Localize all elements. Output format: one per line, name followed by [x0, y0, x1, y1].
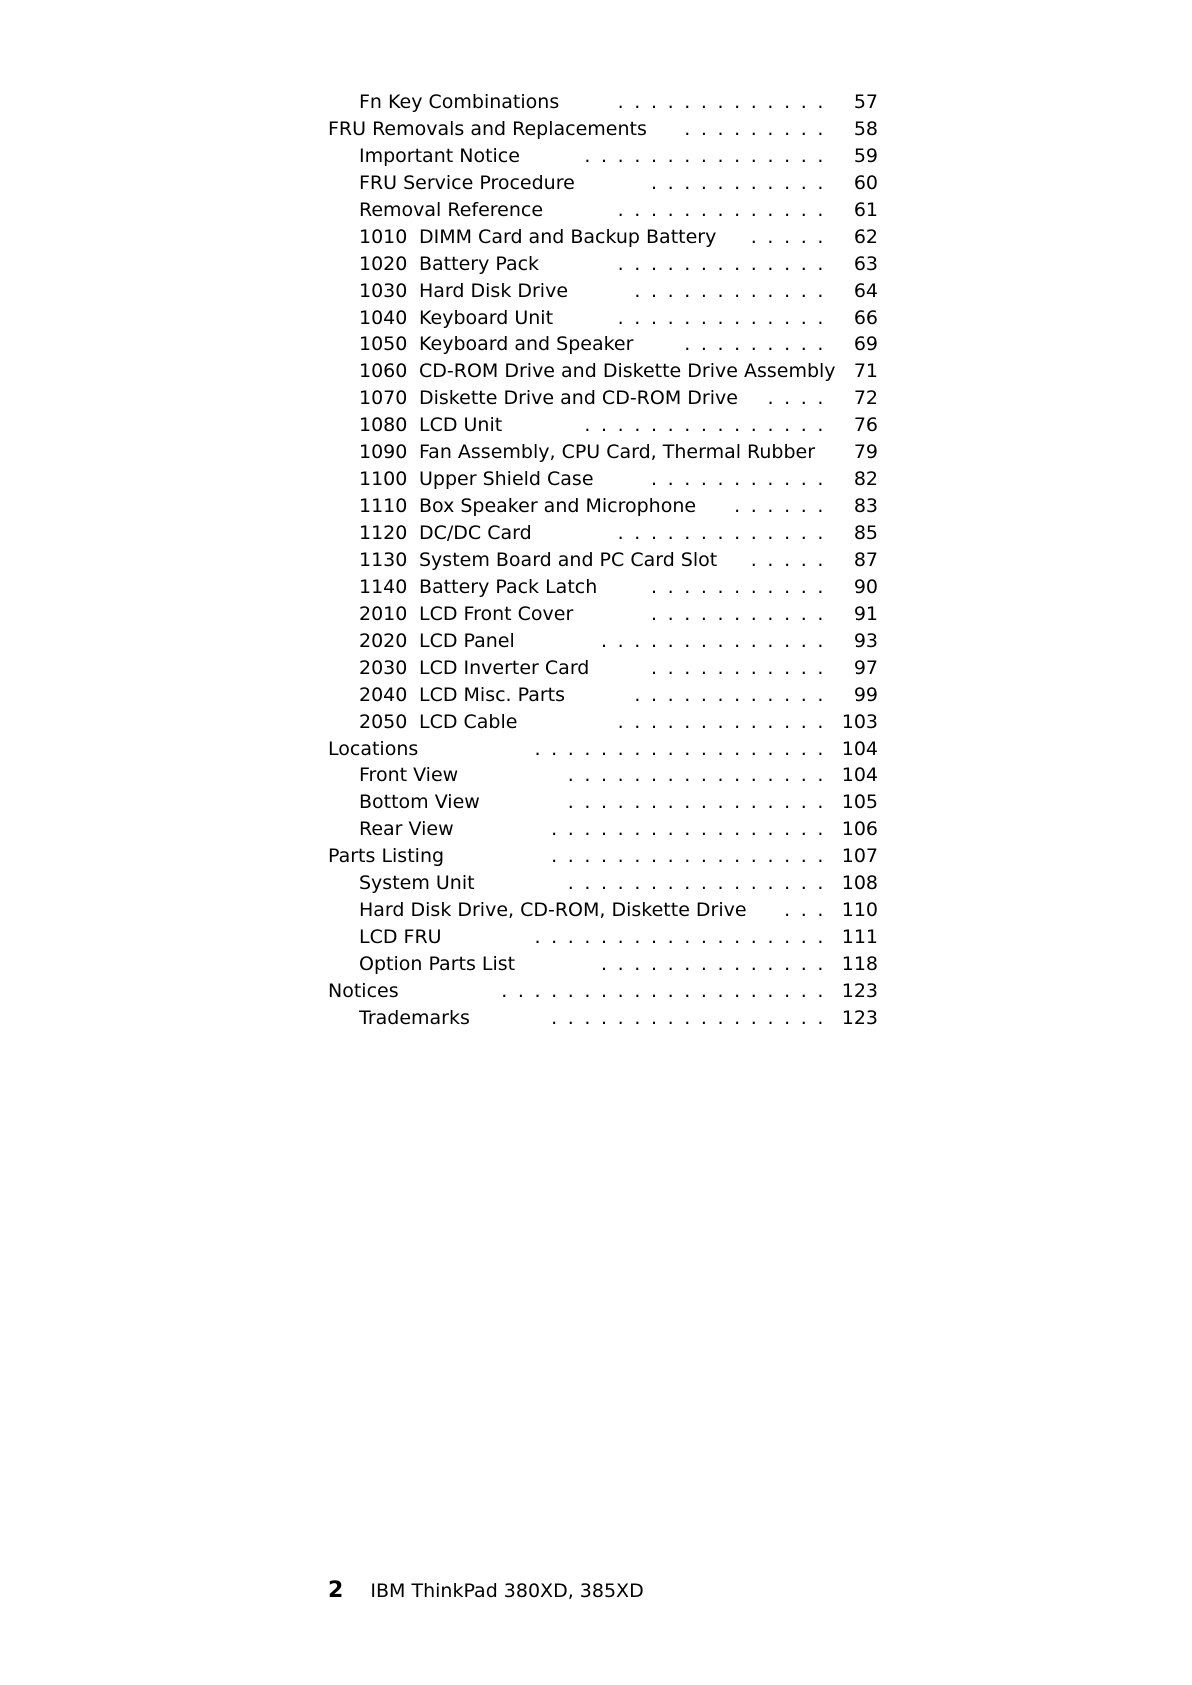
toc-entry-label: Hard Disk Drive, CD-ROM, Diskette Drive: [359, 899, 747, 922]
toc-entry[interactable]: [328, 762, 878, 789]
toc-entry[interactable]: [328, 278, 878, 305]
toc-entry[interactable]: [328, 385, 878, 412]
toc-entry-title: [359, 601, 573, 628]
dot-leader: ...: [784, 899, 834, 922]
dot-leader: ..................: [534, 926, 834, 949]
toc-entry-section-number: 2010: [359, 602, 408, 625]
toc-entry[interactable]: [328, 601, 878, 628]
toc-entry-label: Front View: [359, 764, 459, 787]
toc-entry[interactable]: [328, 116, 878, 143]
toc-entry[interactable]: [328, 89, 878, 116]
dot-leader: ............: [634, 683, 834, 706]
dot-leader: .........: [684, 333, 834, 356]
dot-leader: .............: [617, 198, 834, 221]
toc-entry-label: Diskette Drive and CD-ROM Drive: [419, 387, 738, 410]
toc-entry-title: [359, 305, 553, 332]
dot-leader: ................: [567, 791, 834, 814]
toc-entry-page-number: 108: [841, 872, 878, 895]
toc-entry-page-number: 87: [853, 548, 878, 571]
toc-entry-title: [359, 520, 532, 547]
toc-entry-label: Option Parts List: [359, 953, 516, 975]
toc-entry-page-number: 107: [841, 845, 878, 868]
dot-leader: ...........: [650, 656, 834, 679]
toc-entry[interactable]: [328, 628, 878, 655]
toc-entry-title: [359, 574, 597, 601]
dot-leader: ...........: [650, 171, 834, 194]
toc-entry-title: [359, 170, 575, 197]
toc-entry-label: Fn Key Combinations: [359, 91, 560, 113]
toc-entry[interactable]: [328, 897, 878, 924]
dot-leader: .....: [750, 225, 834, 248]
dot-leader: ..............: [601, 953, 834, 975]
toc-entry-title: [359, 951, 515, 978]
toc-entry-section-number: 2020: [359, 629, 408, 652]
toc-entry-page-number: 103: [841, 710, 878, 733]
toc-entry-page-number: 69: [853, 333, 878, 356]
toc-entry-label: FRU Service Procedure: [359, 171, 575, 194]
toc-entry-title: [359, 628, 515, 655]
toc-entry-label: Rear View: [359, 818, 454, 841]
toc-entry-label: Keyboard and Speaker: [419, 333, 634, 356]
toc-entry-title: [359, 762, 458, 789]
toc-entry-title: [328, 736, 418, 763]
dot-leader: ...........: [650, 602, 834, 625]
toc-entry-label: Keyboard Unit: [419, 306, 554, 329]
dot-leader: .............: [617, 91, 834, 113]
toc-entry-title: [359, 709, 517, 736]
dot-leader: ..................: [534, 737, 834, 760]
toc-entry-page-number: 85: [853, 522, 878, 544]
toc-entry[interactable]: [328, 197, 878, 224]
toc-entry-section-number: 1040: [359, 306, 408, 329]
dot-leader: .............: [617, 522, 834, 544]
toc-entry-title: [359, 682, 565, 709]
toc-entry-label: Box Speaker and Microphone: [419, 495, 697, 518]
toc-entry[interactable]: [328, 709, 878, 736]
toc-entry-section-number: 1020: [359, 252, 408, 275]
toc-entry[interactable]: [328, 224, 878, 251]
toc-entry-title: [359, 1005, 470, 1032]
toc-entry[interactable]: [328, 574, 878, 601]
toc-entry-page-number: 104: [841, 737, 878, 760]
toc-entry-label: LCD Inverter Card: [419, 656, 590, 679]
toc-entry-page-number: 63: [853, 252, 878, 275]
dot-leader: .....: [750, 548, 834, 571]
toc-entry-label: FRU Removals and Replacements: [328, 117, 647, 140]
toc-entry-title: [328, 843, 444, 870]
toc-entry-section-number: 1130: [359, 548, 408, 571]
dot-leader: ....................: [501, 979, 834, 1002]
page-footer: [328, 1576, 644, 1606]
dot-leader: .................: [551, 845, 834, 868]
toc-entry-page-number: 57: [853, 91, 878, 113]
toc-entry-title: [359, 385, 738, 412]
toc-entry-title: [359, 655, 589, 682]
toc-entry-page-number: 123: [841, 1006, 878, 1029]
toc-entry[interactable]: [328, 736, 878, 763]
toc-entry[interactable]: [328, 170, 878, 197]
toc-entry[interactable]: [328, 682, 878, 709]
toc-entry-title: [359, 251, 539, 278]
toc-entry-page-number: 64: [853, 279, 878, 302]
toc-entry-page-number: 123: [841, 979, 878, 1002]
toc-entry-title: [359, 331, 633, 358]
toc-entry-title: [359, 547, 717, 574]
toc-entry-section-number: 1100: [359, 468, 408, 491]
toc-entry-page-number: 99: [853, 683, 878, 706]
toc-entry-title: [359, 493, 696, 520]
toc-entry-page-number: 90: [853, 575, 878, 598]
toc-entry-title: [328, 978, 399, 1005]
toc-entry-label: Important Notice: [359, 144, 520, 167]
toc-entry[interactable]: [328, 547, 878, 574]
toc-entry[interactable]: [328, 843, 878, 870]
toc-entry-title: [359, 897, 747, 924]
toc-entry-page-number: 106: [841, 818, 878, 841]
toc-entry-label: LCD Unit: [419, 414, 503, 437]
toc-entry-label: LCD Misc. Parts: [419, 683, 566, 706]
dot-leader: ......: [734, 495, 834, 518]
toc-entry-page-number: 110: [841, 899, 878, 922]
toc-entry-title: [359, 143, 520, 170]
dot-leader: ...........: [650, 468, 834, 491]
toc-entry-label: Upper Shield Case: [419, 468, 594, 491]
toc-entry-page-number: 83: [853, 495, 878, 518]
page-number: 2: [328, 1578, 344, 1603]
toc-entry-label: LCD Panel: [419, 629, 515, 652]
toc-entry-label: LCD Front Cover: [419, 602, 574, 625]
toc-entry-label: Battery Pack Latch: [419, 575, 598, 598]
toc-entry-label: Removal Reference: [359, 198, 544, 221]
toc-entry-section-number: 1060: [359, 360, 408, 383]
toc-entry-section-number: 1070: [359, 387, 408, 410]
toc-entry-title: [359, 924, 442, 951]
toc-entry-page-number: 62: [853, 225, 878, 248]
toc-entry-section-number: 1010: [359, 225, 408, 248]
toc-entry-page-number: 59: [853, 144, 878, 167]
toc-entry-label: System Board and PC Card Slot: [419, 548, 718, 571]
toc-entry[interactable]: [328, 978, 878, 1005]
toc-entry-title: [359, 466, 594, 493]
dot-leader: .................: [551, 1006, 834, 1029]
toc-entry-page-number: 118: [841, 953, 878, 975]
toc-entry-section-number: 1050: [359, 333, 408, 356]
toc-entry-page-number: 93: [853, 629, 878, 652]
toc-entry-title: [328, 116, 647, 143]
toc-entry-page-number: 58: [853, 117, 878, 140]
toc-entry[interactable]: [328, 655, 878, 682]
toc-entry[interactable]: [328, 439, 878, 466]
toc-entry-label: Locations: [328, 737, 419, 760]
toc-entry[interactable]: [328, 520, 878, 547]
toc-entry-title: [359, 278, 568, 305]
toc-entry-section-number: 1080: [359, 414, 408, 437]
toc-entry-section-number: 1030: [359, 279, 408, 302]
toc-entry-page-number: 105: [841, 791, 878, 814]
dot-leader: .............: [617, 306, 834, 329]
toc-entry[interactable]: [328, 466, 878, 493]
toc-entry[interactable]: [328, 412, 878, 439]
toc-entry-title: [359, 816, 454, 843]
toc-entry[interactable]: [328, 789, 878, 816]
toc-entry-label: Battery Pack: [419, 252, 540, 275]
toc-entry-label: Bottom View: [359, 791, 480, 814]
toc-entry-section-number: 1110: [359, 495, 408, 518]
toc-entry-section-number: 2050: [359, 710, 408, 733]
toc-entry[interactable]: [328, 870, 878, 897]
dot-leader: ....: [767, 387, 834, 410]
toc-entry-title: [359, 89, 559, 116]
toc-entry-label: CD-ROM Drive and Diskette Drive Assembly: [419, 360, 836, 383]
dot-leader: ...............: [584, 414, 834, 437]
toc-entry[interactable]: [328, 1005, 878, 1032]
toc-entry-page-number: 111: [841, 926, 878, 949]
toc-entry-page-number: 71: [853, 360, 878, 383]
toc-entry-label: LCD Cable: [419, 710, 518, 733]
toc-entry-title: [359, 412, 502, 439]
toc-entry-title: [359, 224, 716, 251]
table-of-contents: [328, 89, 878, 1032]
toc-entry-page-number: 82: [853, 468, 878, 491]
dot-leader: .................: [551, 818, 834, 841]
toc-entry-section-number: 2030: [359, 656, 408, 679]
document-title: IBM ThinkPad 380XD, 385XD: [370, 1580, 644, 1602]
toc-entry[interactable]: [328, 951, 878, 978]
dot-leader: .............: [617, 710, 834, 733]
dot-leader: ................: [567, 872, 834, 895]
toc-entry-page-number: 61: [853, 198, 878, 221]
toc-entry-section-number: 1120: [359, 522, 408, 544]
toc-entry-title: [359, 358, 836, 385]
toc-entry-page-number: 72: [853, 387, 878, 410]
toc-entry-section-number: 1090: [359, 441, 408, 464]
dot-leader: ...............: [584, 144, 834, 167]
toc-entry-page-number: 97: [853, 656, 878, 679]
toc-entry-label: DC/DC Card: [419, 522, 532, 544]
toc-entry[interactable]: [328, 251, 878, 278]
toc-entry[interactable]: [328, 493, 878, 520]
toc-entry-page-number: 66: [853, 306, 878, 329]
toc-entry-title: [359, 789, 480, 816]
toc-entry-page-number: 60: [853, 171, 878, 194]
dot-leader: .............: [617, 252, 834, 275]
toc-entry[interactable]: [328, 305, 878, 332]
toc-entry[interactable]: [328, 143, 878, 170]
toc-entry-label: Parts Listing: [328, 845, 445, 868]
dot-leader: .........: [684, 117, 834, 140]
toc-entry-label: Notices: [328, 979, 399, 1002]
toc-entry[interactable]: [328, 331, 878, 358]
toc-entry-label: System Unit: [359, 872, 475, 895]
dot-leader: ............: [634, 279, 834, 302]
toc-entry-label: Fan Assembly, CPU Card, Thermal Rubber: [419, 441, 816, 464]
toc-entry[interactable]: [328, 924, 878, 951]
toc-entry-label: Hard Disk Drive: [419, 279, 569, 302]
dot-leader: ...........: [650, 575, 834, 598]
toc-entry-page-number: 76: [853, 414, 878, 437]
dot-leader: ................: [567, 764, 834, 787]
toc-entry[interactable]: [328, 358, 878, 385]
toc-entry-label: LCD FRU: [359, 926, 442, 949]
toc-entry-title: [359, 197, 543, 224]
toc-entry[interactable]: [328, 816, 878, 843]
toc-entry-title: [359, 439, 815, 466]
toc-entry-label: Trademarks: [359, 1006, 470, 1029]
toc-entry-title: [359, 870, 475, 897]
toc-entry-section-number: 2040: [359, 683, 408, 706]
toc-entry-page-number: 104: [841, 764, 878, 787]
toc-entry-page-number: 79: [853, 441, 878, 464]
dot-leader: ..............: [601, 629, 834, 652]
toc-entry-label: DIMM Card and Backup Battery: [419, 225, 717, 248]
toc-entry-section-number: 1140: [359, 575, 408, 598]
toc-entry-page-number: 91: [853, 602, 878, 625]
